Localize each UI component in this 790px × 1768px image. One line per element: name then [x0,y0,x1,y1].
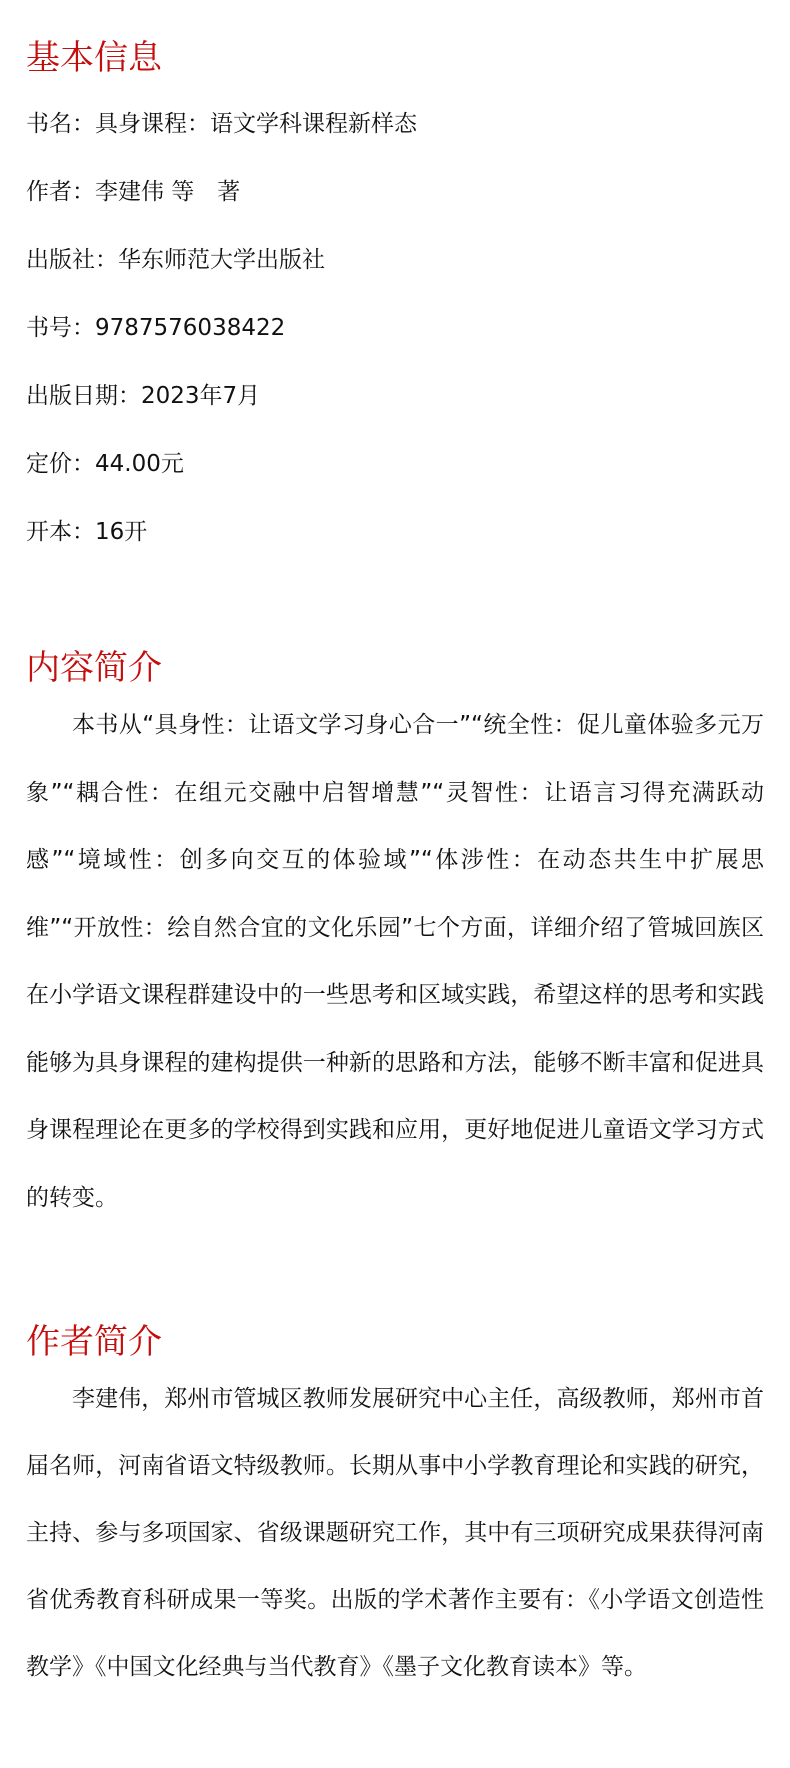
format-line: 开本：16开 [26,519,148,545]
publisher-line: 出版社：华东师范大学出版社 [26,247,325,273]
price-line: 定价：44.00元 [26,451,184,477]
basic-info-section [26,38,764,584]
summary-heading: 内容简介 [26,648,162,688]
author-heading: 作者简介 [26,1322,162,1362]
basic-info-heading: 基本信息 [26,38,162,78]
isbn-line: 书号：9787576038422 [26,315,286,341]
author-text: 李建伟，郑州市管城区教师发展研究中心主任，高级教师，郑州市首届名师，河南省语文特级教师。长期从事中小学教育理论和实践的研究，主持、参与多项国家、省级课题研究工作，其中有三项研究成果获得河南省优秀教育科研成果一等奖。出版的学术著作主要有：《小学语文创造性教学》《中国文化经典与当代教育》《墨子文化教育读本》等。 [26,1386,764,1680]
book-title-line: 书名：具身课程：语文学科课程新样态 [26,111,417,137]
summary-text: 本书从“具身性：让语文学习身心合一”“统全性：促儿童体验多元万象”“耦合性：在组元交融中启智增慧”“灵智性：让语言习得充满跃动感”“境域性：创多向交互的体验域”“体涉性：在动态共生中扩展思维”“开放性：绘自然合宜的文化乐园”七个方面，详细介绍了管城回族区在小学语文课程群建设中的一些思考和区域实践，希望这样的思考和实践能够为具身课程的建构提供一种新的思路和方法，能够不断丰富和促进具身课程理论在更多的学校得到实践和应用，更好地促进儿童语文学习方式的转变。 [26,712,764,1211]
author-section [26,1322,764,1701]
author-line: 作者：李建伟 等 著 [26,179,241,205]
summary-section [26,648,764,1232]
publish-date-line: 出版日期：2023年7月 [26,383,261,409]
